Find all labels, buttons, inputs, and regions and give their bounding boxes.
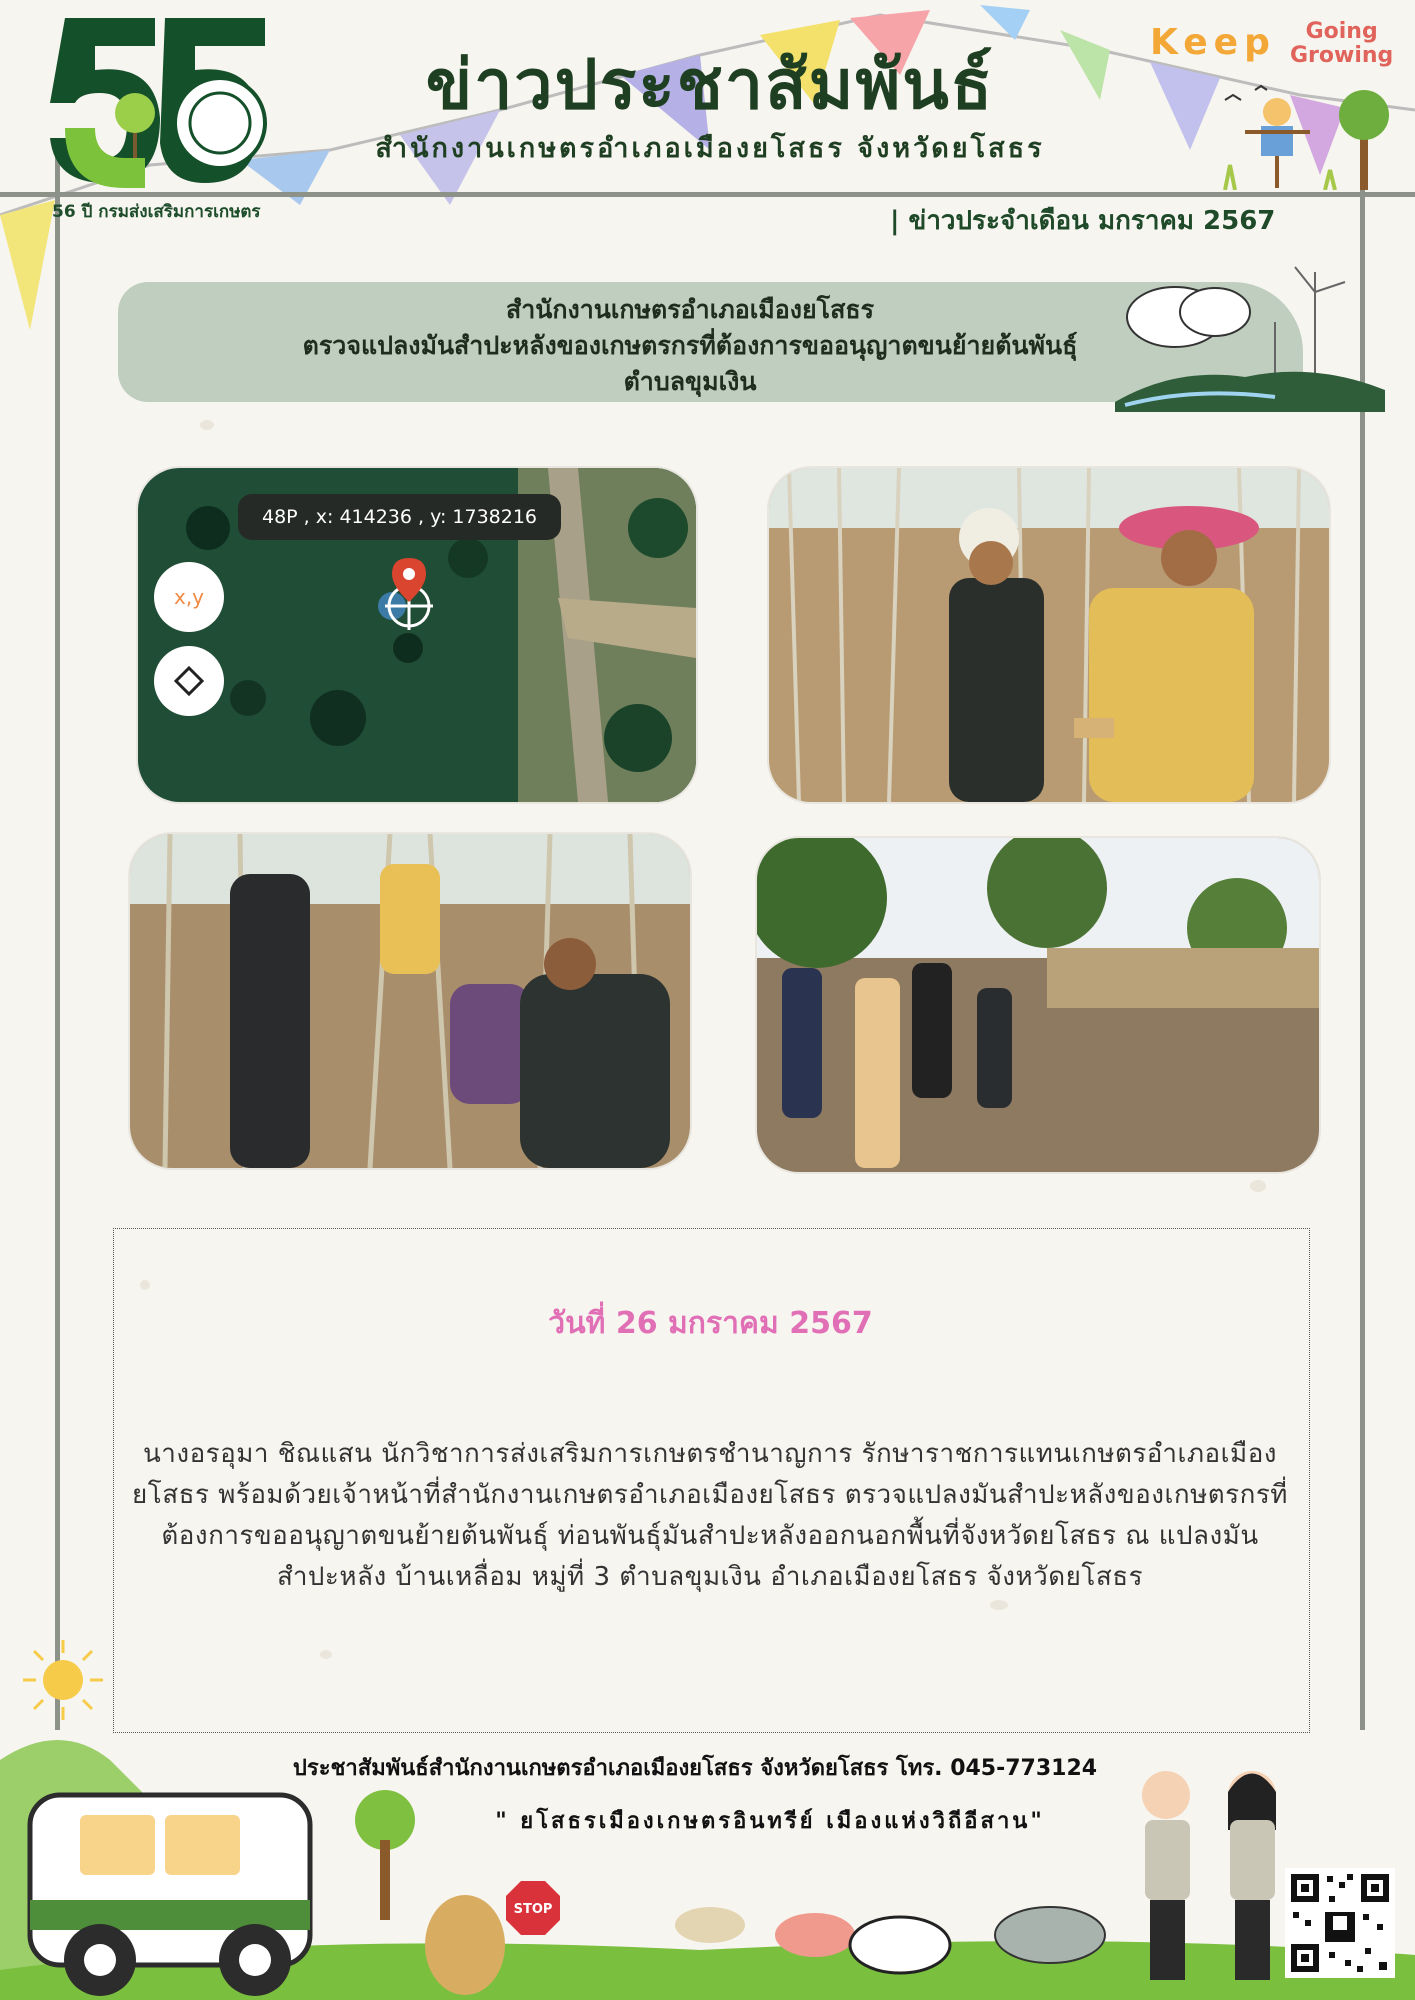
stop-sign-label: STOP [513,1902,553,1917]
coordinate-readout: 48P , x: 414236 , y: 1738216 [238,494,561,540]
footer-contact: ประชาสัมพันธ์สำนักงานเกษตรอำเภอเมืองยโสธร จังหวัดยโสธร โทร. 045-773124 [292,1756,1098,1781]
stop-sign-icon [505,1880,561,1936]
xy-toggle-button[interactable]: x,y [154,562,224,632]
qr-code[interactable] [1285,1868,1395,1978]
farm-footer-illustration [0,1700,1415,2000]
slogan-growing: Growing [1290,43,1394,68]
newsletter-title: ข่าวประชาสัมพันธ์ [425,46,995,125]
diamond-icon [173,665,205,697]
field-inspection-photo-2 [128,832,692,1170]
headline-line-activity: ตรวจแปลงมันสำปะหลังของเกษตรกรที่ต้องการขออนุญาตขนย้ายต้นพันธุ์ [302,331,1078,360]
month-label: | ข่าวประจำเดือน มกราคม 2567 [890,206,1276,236]
anniversary-56-logo [45,8,285,198]
article-body: นางอรอุมา ชิณแสน นักวิชาการส่งเสริมการเกษตรชำนาญการ รักษาราชการแทนเกษตรอำเภอเมืองยโสธร พร้อมด้วยเจ้าหน้าที่สำนักงานเกษตรอำเภอเมืองยโสธร ตรวจแปลงมันสำปะหลังของเกษตรกรที่ต้องการขออนุญาตขนย้ายต้นพันธุ์ ท่อนพันธุ์มันสำปะหลังออกนอกพื้นที่จังหวัดยโสธร ณ แปลงมันสำปะหลัง บ้านเหลื่อม หมู่ที่ 3 ตำบลขุมเงิน อำเภอเมืองยโสธร จังหวัดยโสธร [132,1439,1288,1592]
map-screenshot-photo [136,466,698,804]
windmill-landscape-decoration [1115,262,1385,412]
headline-line-subdistrict: ตำบลขุมเงิน [623,367,757,396]
logo-caption: 56 ปี กรมส่งเสริมการเกษตร [52,202,261,222]
slogan-going: Going [1305,19,1378,44]
headline-line-office: สำนักงานเกษตรอำเภอเมืองยโสธร [505,295,875,324]
headline-text [160,292,1220,400]
field-inspection-photo-1 [767,466,1331,804]
layer-diamond-button[interactable] [154,646,224,716]
scarecrow-decoration [1215,80,1415,190]
office-subtitle: สำนักงานเกษตรอำเภอเมืองยโสธร จังหวัดยโสธร [375,133,1045,164]
left-frame-line [55,150,60,1730]
slogan-going-growing [1290,20,1393,68]
slogan-keep: Keep [1150,22,1276,63]
location-pin-icon [374,556,444,636]
footer-motto: " ยโสธรเมืองเกษตรอินทรีย์ เมืองแห่งวิถีอีสาน" [495,1809,1045,1834]
article-date: วันที่ 26 มกราคม 2567 [548,1306,873,1341]
field-inspection-photo-3 [755,836,1321,1174]
